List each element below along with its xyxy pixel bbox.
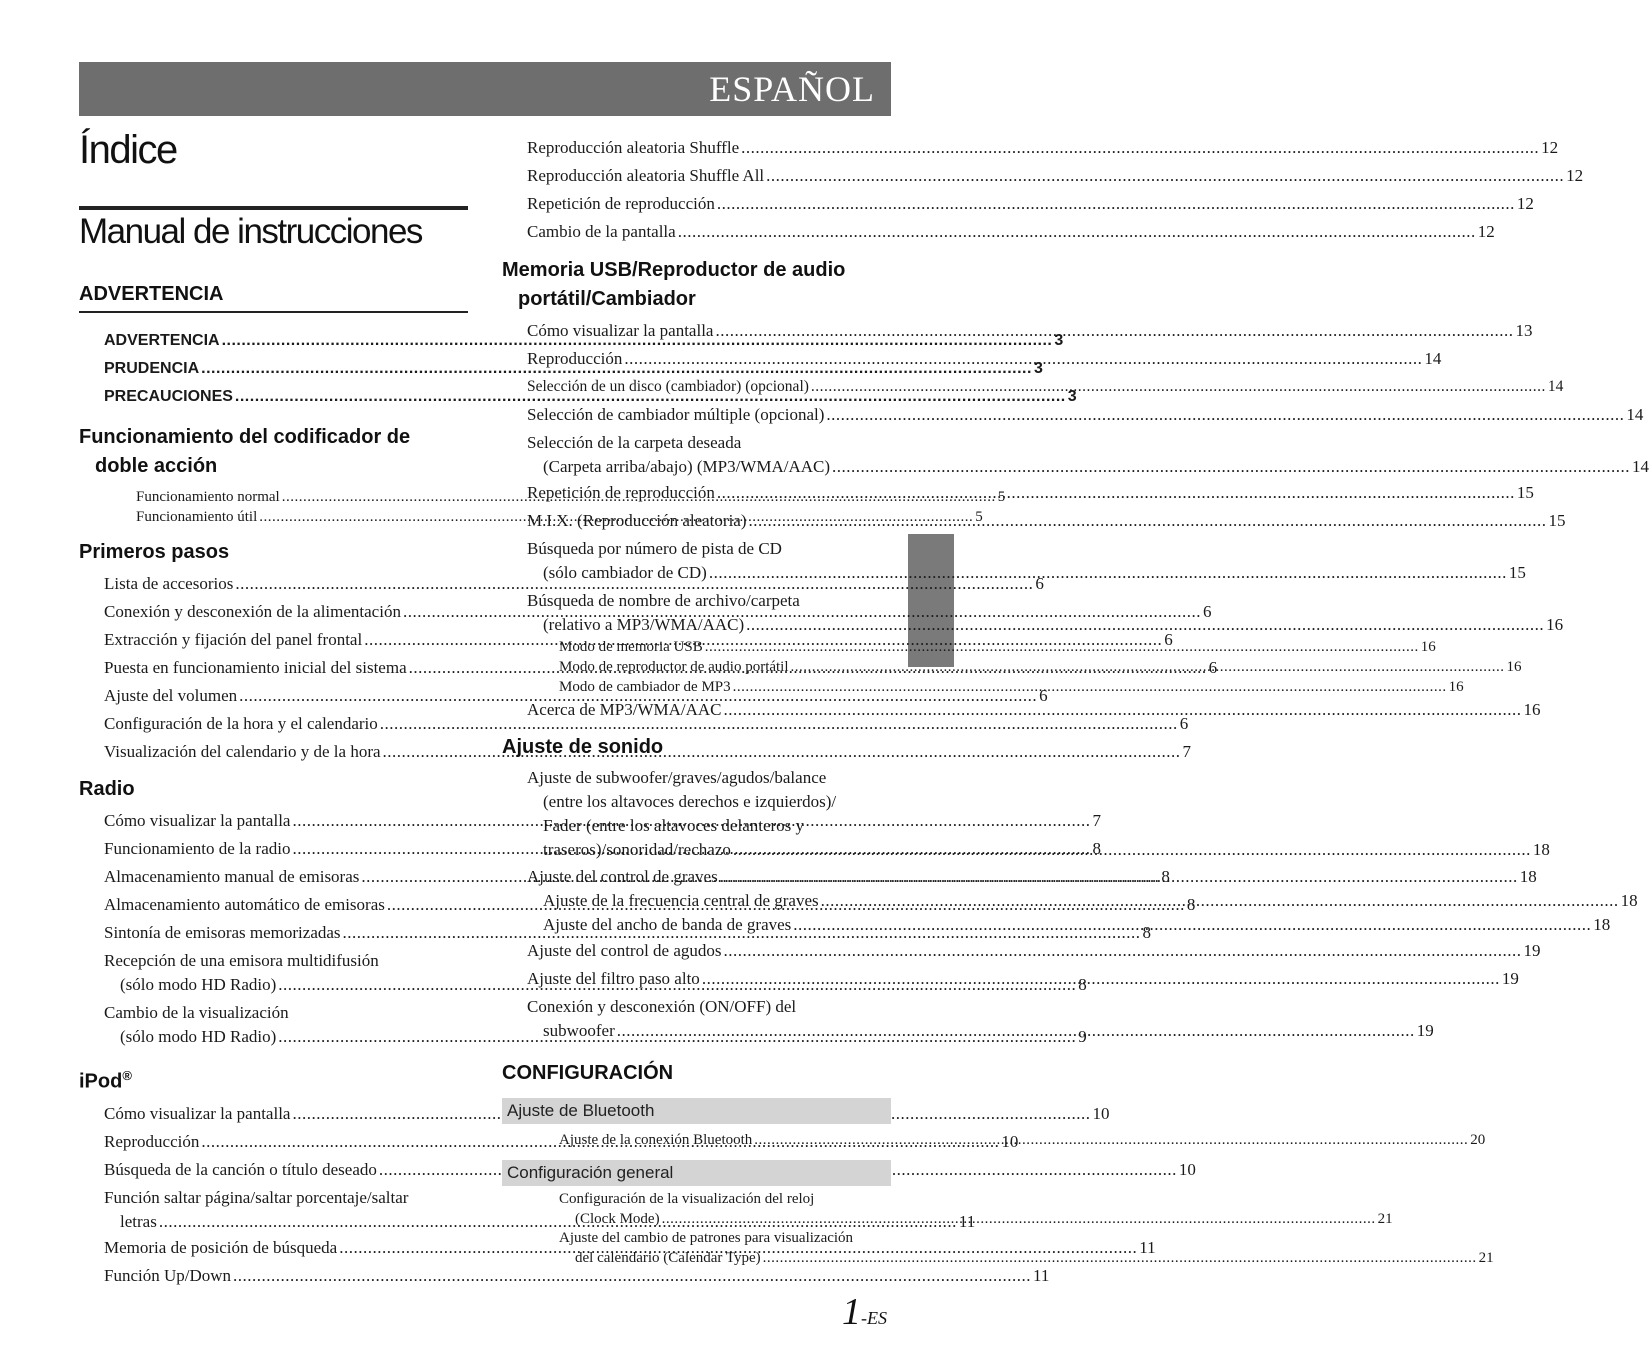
- section-head-codificador: Funcionamiento del codificador de doble acción: [79, 426, 411, 477]
- subsection-head-bluetooth: Ajuste de Bluetooth: [502, 1098, 891, 1124]
- toc-entry[interactable]: Visualización del calendario y de la hora ..... 7: [79, 738, 468, 766]
- toc-entry[interactable]: Ajuste del ancho de banda de graves ..... 18: [502, 913, 891, 937]
- toc-entry[interactable]: PRUDENCIA ..... 3: [79, 355, 468, 383]
- toc-entry[interactable]: Repetición de reproducción ..... 12: [502, 190, 891, 218]
- toc-entry[interactable]: Ajuste de la conexión Bluetooth ..... 20: [502, 1124, 891, 1156]
- toc-entry-multiline[interactable]: Conexión y desconexión (ON/OFF) del subwoofer ..... 19: [502, 993, 891, 1043]
- toc-entry[interactable]: Lista de accesorios ..... 6: [79, 570, 468, 598]
- page-number: 1-ES: [842, 1291, 887, 1333]
- toc-entry[interactable]: Ajuste del control de agudos ..... 19: [502, 937, 891, 965]
- toc-entry[interactable]: Reproducción ..... 10: [79, 1128, 468, 1156]
- toc-entry[interactable]: Ajuste del volumen ..... 6: [79, 682, 468, 710]
- toc-entry[interactable]: Sintonía de emisoras memorizadas ..... 8: [79, 919, 468, 947]
- toc-entry[interactable]: Cómo visualizar la pantalla ..... 7: [79, 807, 468, 835]
- toc-entry[interactable]: M.I.X. (Reproducción aleatoria) ..... 15: [502, 507, 891, 535]
- toc-entry[interactable]: Funcionamiento de la radio ..... 8: [79, 835, 468, 863]
- toc-entry[interactable]: Extracción y fijación del panel frontal ..... 6: [79, 626, 468, 654]
- section-head-ipod: iPod®: [79, 1068, 132, 1093]
- toc-entry[interactable]: Cambio de la pantalla ..... 12: [502, 218, 891, 246]
- toc-entry[interactable]: Repetición de reproducción ..... 15: [502, 479, 891, 507]
- section-head-advertencia: ADVERTENCIA: [79, 280, 468, 313]
- toc-entry[interactable]: Modo de memoria USB ..... 16: [502, 637, 891, 657]
- subsection-head-general: Configuración general: [502, 1160, 891, 1186]
- page-title: Índice: [79, 128, 177, 172]
- toc-entry[interactable]: Cómo visualizar la pantalla ..... 10: [79, 1100, 468, 1128]
- section-head-sonido: Ajuste de sonido: [502, 736, 664, 758]
- toc-entry[interactable]: Funcionamiento normal ..... 5: [79, 487, 468, 507]
- toc-entry-multiline[interactable]: Ajuste de subwoofer/graves/agudos/balance (entre los altavoces derechos e izquierdos)/ Fader (entre los altavoces delanteros y traseros)/sonoridad/rechazo ..... 18: [502, 766, 891, 862]
- toc-entry-multiline[interactable]: Función saltar página/saltar porcentaje/saltar letras ..... 11: [79, 1184, 468, 1234]
- toc-entry[interactable]: Memoria de posición de búsqueda ..... 11: [79, 1234, 468, 1262]
- language-banner: [79, 62, 891, 116]
- toc-entry[interactable]: Modo de cambiador de MP3 ..... 16: [502, 677, 891, 697]
- language-label: ESPAÑOL: [709, 69, 875, 109]
- toc-entry-multiline[interactable]: Búsqueda por número de pista de CD (sólo cambiador de CD) ..... 15: [502, 535, 891, 585]
- toc-entry[interactable]: Acerca de MP3/WMA/AAC ..... 16: [502, 697, 891, 723]
- toc-entry[interactable]: Reproducción aleatoria Shuffle ..... 12: [502, 134, 891, 162]
- section-head-usb: Memoria USB/Reproductor de audio portátil/Cambiador: [502, 259, 846, 310]
- section-head-radio: Radio: [79, 778, 135, 800]
- toc-entry-multiline[interactable]: Configuración de la visualización del reloj (Clock Mode) ..... 21 Ajuste del cambio de patrones para visualización del calendario (Calendar Type) ..... 21: [502, 1190, 891, 1268]
- toc-entry-multiline[interactable]: Selección de la carpeta deseada (Carpeta arriba/abajo) (MP3/WMA/AAC) ..... 14: [502, 429, 891, 479]
- toc-entry[interactable]: Almacenamiento manual de emisoras ..... 8: [79, 863, 468, 891]
- toc-entry[interactable]: Cómo visualizar la pantalla ..... 13: [502, 317, 891, 345]
- toc-entry[interactable]: PRECAUCIONES ..... 3: [79, 383, 468, 411]
- toc-entry[interactable]: Función Up/Down ..... 11: [79, 1262, 468, 1290]
- section-head-configuracion: CONFIGURACIÓN: [502, 1062, 674, 1084]
- toc-entry-multiline[interactable]: Cambio de la visualización (sólo modo HD Radio) ..... 9: [79, 997, 468, 1049]
- toc-entry[interactable]: Reproducción ..... 14: [502, 345, 891, 373]
- toc-entry-multiline[interactable]: Búsqueda de nombre de archivo/carpeta (relativo a MP3/WMA/AAC) ..... 16: [502, 585, 891, 637]
- toc-entry[interactable]: Modo de reproductor de audio portátil ..... 16: [502, 657, 891, 677]
- toc-entry[interactable]: ADVERTENCIA ..... 3: [79, 327, 468, 355]
- toc-entry-multiline[interactable]: Recepción de una emisora multidifusión (sólo modo HD Radio) ..... 8: [79, 947, 468, 997]
- toc-entry[interactable]: Almacenamiento automático de emisoras ..... 8: [79, 891, 468, 919]
- section-head-primeros: Primeros pasos: [79, 541, 230, 563]
- toc-entry[interactable]: Búsqueda de la canción o título deseado ..... 10: [79, 1156, 468, 1184]
- toc-entry[interactable]: Selección de cambiador múltiple (opcional) ..... 14: [502, 401, 891, 429]
- toc-entry[interactable]: Ajuste del control de graves ..... 18: [502, 862, 891, 889]
- page-subtitle: Manual de instrucciones: [79, 206, 468, 252]
- toc-entry[interactable]: Reproducción aleatoria Shuffle All ..... 12: [502, 162, 891, 190]
- toc-entry[interactable]: Funcionamiento útil ..... 5: [79, 507, 468, 527]
- toc-entry[interactable]: Ajuste del filtro paso alto ..... 19: [502, 965, 891, 993]
- toc-entry[interactable]: Ajuste de la frecuencia central de graves ..... 18: [502, 889, 891, 913]
- toc-entry[interactable]: Configuración de la hora y el calendario ..... 6: [79, 710, 468, 738]
- toc-entry[interactable]: Conexión y desconexión de la alimentación ..... 6: [79, 598, 468, 626]
- toc-entry[interactable]: Puesta en funcionamiento inicial del sistema ..... 6: [79, 654, 468, 682]
- toc-entry[interactable]: Selección de un disco (cambiador) (opcional) ..... 14: [502, 373, 891, 401]
